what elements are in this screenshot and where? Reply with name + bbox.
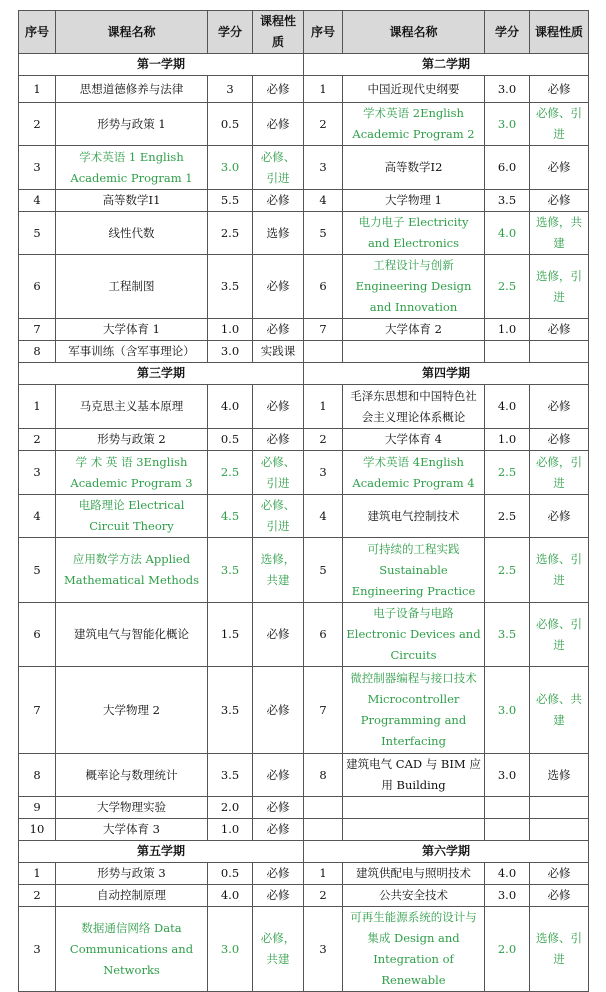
course-credit: 4.0 <box>208 885 253 907</box>
course-seq: 2 <box>304 103 343 146</box>
table-row <box>19 863 589 885</box>
course-nature: 必修、引进 <box>253 146 304 190</box>
course-credit: 3.0 <box>208 907 253 992</box>
course-nature: 必修 <box>253 103 304 146</box>
course-nature: 必修 <box>253 429 304 451</box>
course-nature: 必修、共建 <box>530 667 589 754</box>
course-nature: 必修 <box>253 76 304 103</box>
course-seq: 2 <box>304 885 343 907</box>
course-seq: 3 <box>19 146 56 190</box>
semester-title: 第二学期 <box>304 54 589 76</box>
course-seq <box>304 819 343 841</box>
course-name: 高等数学Ⅰ1 <box>56 190 208 212</box>
course-nature: 必修、引进 <box>253 495 304 538</box>
table-row <box>19 451 589 495</box>
course-seq: 2 <box>19 885 56 907</box>
table-row <box>19 103 589 146</box>
course-seq: 3 <box>304 146 343 190</box>
course-nature: 必修 <box>253 255 304 319</box>
course-name: 学术英语 4English Academic Program 4 <box>343 451 485 495</box>
course-name <box>343 341 485 363</box>
course-credit: 1.0 <box>208 819 253 841</box>
course-nature: 必修 <box>253 190 304 212</box>
course-nature: 实践课 <box>253 341 304 363</box>
course-name <box>343 819 485 841</box>
course-credit: 3.0 <box>208 341 253 363</box>
course-name: 大学体育 4 <box>343 429 485 451</box>
course-name: 微控制器编程与接口技术 Microcontroller Programming and Interfacing <box>343 667 485 754</box>
header-seq-right: 序号 <box>304 11 343 54</box>
course-seq: 7 <box>19 667 56 754</box>
course-name: 毛泽东思想和中国特色社会主义理论体系概论 <box>343 385 485 429</box>
course-nature: 必修 <box>253 319 304 341</box>
header-credit-left: 学分 <box>208 11 253 54</box>
course-credit: 4.0 <box>208 385 253 429</box>
course-name: 中国近现代史纲要 <box>343 76 485 103</box>
course-seq: 3 <box>19 451 56 495</box>
course-seq: 9 <box>19 797 56 819</box>
course-name: 大学体育 1 <box>56 319 208 341</box>
course-name: 形势与政策 2 <box>56 429 208 451</box>
course-credit: 2.5 <box>485 255 530 319</box>
course-credit: 3.5 <box>208 538 253 603</box>
table-row <box>19 146 589 190</box>
header-nature-left: 课程性质 <box>253 11 304 54</box>
course-name: 形势与政策 3 <box>56 863 208 885</box>
course-nature: 必修 <box>530 429 589 451</box>
curriculum-table <box>18 10 589 992</box>
table-row <box>19 797 589 819</box>
course-credit: 0.5 <box>208 863 253 885</box>
course-name: 应用数学方法 Applied Mathematical Methods <box>56 538 208 603</box>
course-seq: 1 <box>19 863 56 885</box>
table-row <box>19 341 589 363</box>
course-name: 线性代数 <box>56 212 208 255</box>
semester-header-row <box>19 54 589 76</box>
course-credit: 6.0 <box>485 146 530 190</box>
course-nature: 必修 <box>530 319 589 341</box>
course-credit: 2.5 <box>485 538 530 603</box>
course-seq: 5 <box>304 538 343 603</box>
course-name: 学术英语 2English Academic Program 2 <box>343 103 485 146</box>
course-name: 建筑供配电与照明技术 <box>343 863 485 885</box>
course-credit: 1.5 <box>208 603 253 667</box>
course-nature: 必修 <box>253 797 304 819</box>
course-credit: 3.5 <box>485 603 530 667</box>
course-credit: 1.0 <box>485 429 530 451</box>
course-nature: 选修 <box>530 754 589 797</box>
course-seq: 3 <box>304 451 343 495</box>
course-nature: 选修，引进 <box>530 255 589 319</box>
course-seq: 4 <box>19 495 56 538</box>
table-row <box>19 885 589 907</box>
course-seq: 8 <box>19 754 56 797</box>
course-name <box>343 797 485 819</box>
course-seq: 7 <box>304 667 343 754</box>
course-nature: 必修 <box>253 603 304 667</box>
course-seq: 6 <box>19 255 56 319</box>
course-seq: 4 <box>19 190 56 212</box>
header-seq-left: 序号 <box>19 11 56 54</box>
course-credit: 3.5 <box>208 255 253 319</box>
course-name: 大学体育 3 <box>56 819 208 841</box>
course-seq: 2 <box>304 429 343 451</box>
course-name: 学术英语 1 English Academic Program 1 <box>56 146 208 190</box>
course-name: 自动控制原理 <box>56 885 208 907</box>
table-header-row <box>19 11 589 54</box>
table-row <box>19 907 589 992</box>
course-name: 工程设计与创新 Engineering Design and Innovation <box>343 255 485 319</box>
course-nature: 选修，共建 <box>253 538 304 603</box>
course-name: 可再生能源系统的设计与集成 Design and Integration of Renewable <box>343 907 485 992</box>
course-nature: 必修 <box>530 146 589 190</box>
course-name: 电力电子 Electricity and Electronics <box>343 212 485 255</box>
table-row <box>19 429 589 451</box>
course-seq: 1 <box>19 385 56 429</box>
course-seq: 5 <box>304 212 343 255</box>
course-name: 军事训练（含军事理论） <box>56 341 208 363</box>
course-nature: 必修、引进 <box>530 103 589 146</box>
course-credit: 3.0 <box>485 103 530 146</box>
course-credit: 3.0 <box>208 146 253 190</box>
course-seq: 5 <box>19 538 56 603</box>
semester-title: 第四学期 <box>304 363 589 385</box>
course-credit: 1.0 <box>208 319 253 341</box>
course-name: 大学物理 1 <box>343 190 485 212</box>
course-credit: 2.5 <box>485 495 530 538</box>
semester-title: 第三学期 <box>19 363 304 385</box>
course-seq <box>304 341 343 363</box>
course-seq: 5 <box>19 212 56 255</box>
course-seq: 4 <box>304 495 343 538</box>
course-seq: 4 <box>304 190 343 212</box>
course-name: 数据通信网络 Data Communications and Networks <box>56 907 208 992</box>
table-row <box>19 495 589 538</box>
course-nature: 必修 <box>253 819 304 841</box>
course-credit: 2.5 <box>208 451 253 495</box>
table-row <box>19 76 589 103</box>
course-nature: 必修 <box>530 385 589 429</box>
course-name: 大学体育 2 <box>343 319 485 341</box>
course-seq: 1 <box>304 863 343 885</box>
course-nature: 必修 <box>530 885 589 907</box>
course-nature: 必修 <box>253 667 304 754</box>
semester-title: 第五学期 <box>19 841 304 863</box>
course-nature: 必修 <box>530 863 589 885</box>
course-credit: 2.5 <box>485 451 530 495</box>
course-seq: 1 <box>304 76 343 103</box>
course-credit: 0.5 <box>208 429 253 451</box>
course-nature: 必修 <box>253 863 304 885</box>
course-name: 建筑电气 CAD 与 BIM 应用 Building <box>343 754 485 797</box>
course-name: 电路理论 Electrical Circuit Theory <box>56 495 208 538</box>
course-credit: 3.5 <box>485 190 530 212</box>
course-credit: 3.0 <box>485 885 530 907</box>
course-credit: 3 <box>208 76 253 103</box>
table-row <box>19 603 589 667</box>
course-credit: 2.0 <box>208 797 253 819</box>
course-nature: 必修、引进 <box>253 451 304 495</box>
semester-header-row <box>19 363 589 385</box>
course-credit: 2.0 <box>485 907 530 992</box>
course-seq: 2 <box>19 429 56 451</box>
course-seq: 6 <box>19 603 56 667</box>
course-name: 工程制图 <box>56 255 208 319</box>
table-row <box>19 190 589 212</box>
course-seq <box>304 797 343 819</box>
course-name: 可持续的工程实践 Sustainable Engineering Practice <box>343 538 485 603</box>
course-credit: 3.0 <box>485 76 530 103</box>
course-seq: 3 <box>19 907 56 992</box>
course-seq: 7 <box>19 319 56 341</box>
curriculum-table-body <box>19 11 589 992</box>
course-name: 大学物理实验 <box>56 797 208 819</box>
semester-title: 第一学期 <box>19 54 304 76</box>
header-credit-right: 学分 <box>485 11 530 54</box>
course-credit: 4.0 <box>485 212 530 255</box>
course-nature: 必修 <box>253 885 304 907</box>
course-name: 建筑电气与智能化概论 <box>56 603 208 667</box>
course-name: 形势与政策 1 <box>56 103 208 146</box>
course-credit <box>485 797 530 819</box>
header-name-left: 课程名称 <box>56 11 208 54</box>
course-seq: 6 <box>304 255 343 319</box>
course-nature: 选修，共建 <box>530 212 589 255</box>
course-nature: 选修 <box>253 212 304 255</box>
course-nature: 选修、引进 <box>530 538 589 603</box>
course-seq: 10 <box>19 819 56 841</box>
course-credit: 3.0 <box>485 667 530 754</box>
course-nature: 必修、引进 <box>530 603 589 667</box>
course-credit: 3.5 <box>208 754 253 797</box>
course-credit <box>485 819 530 841</box>
semester-title: 第六学期 <box>304 841 589 863</box>
course-nature <box>530 341 589 363</box>
course-nature: 必修 <box>253 754 304 797</box>
course-seq: 1 <box>19 76 56 103</box>
course-name: 高等数学Ⅰ2 <box>343 146 485 190</box>
table-row <box>19 319 589 341</box>
table-row <box>19 385 589 429</box>
semester-header-row <box>19 841 589 863</box>
course-seq: 8 <box>304 754 343 797</box>
course-credit <box>485 341 530 363</box>
course-name: 学 术 英 语 3English Academic Program 3 <box>56 451 208 495</box>
header-nature-right: 课程性质 <box>530 11 589 54</box>
table-row <box>19 819 589 841</box>
course-name: 建筑电气控制技术 <box>343 495 485 538</box>
course-credit: 1.0 <box>485 319 530 341</box>
course-seq: 2 <box>19 103 56 146</box>
course-name: 马克思主义基本原理 <box>56 385 208 429</box>
course-nature: 必修 <box>530 495 589 538</box>
course-name: 公共安全技术 <box>343 885 485 907</box>
course-nature: 必修 <box>253 385 304 429</box>
course-name: 电子设备与电路 Electronic Devices and Circuits <box>343 603 485 667</box>
course-credit: 3.0 <box>485 754 530 797</box>
course-credit: 4.0 <box>485 863 530 885</box>
course-credit: 2.5 <box>208 212 253 255</box>
course-seq: 8 <box>19 341 56 363</box>
course-credit: 4.5 <box>208 495 253 538</box>
table-row <box>19 667 589 754</box>
table-row <box>19 754 589 797</box>
course-nature: 必修 <box>530 76 589 103</box>
course-nature: 选修、引进 <box>530 907 589 992</box>
course-nature <box>530 819 589 841</box>
course-credit: 3.5 <box>208 667 253 754</box>
course-credit: 0.5 <box>208 103 253 146</box>
course-name: 思想道德修养与法律 <box>56 76 208 103</box>
course-seq: 1 <box>304 385 343 429</box>
course-seq: 6 <box>304 603 343 667</box>
course-name: 概率论与数理统计 <box>56 754 208 797</box>
course-nature: 必修 <box>530 190 589 212</box>
course-nature: 必修，共建 <box>253 907 304 992</box>
course-seq: 3 <box>304 907 343 992</box>
course-name: 大学物理 2 <box>56 667 208 754</box>
course-seq: 7 <box>304 319 343 341</box>
course-nature: 必修，引进 <box>530 451 589 495</box>
course-credit: 5.5 <box>208 190 253 212</box>
course-credit: 4.0 <box>485 385 530 429</box>
table-row <box>19 538 589 603</box>
course-nature <box>530 797 589 819</box>
header-name-right: 课程名称 <box>343 11 485 54</box>
table-row <box>19 212 589 255</box>
table-row <box>19 255 589 319</box>
